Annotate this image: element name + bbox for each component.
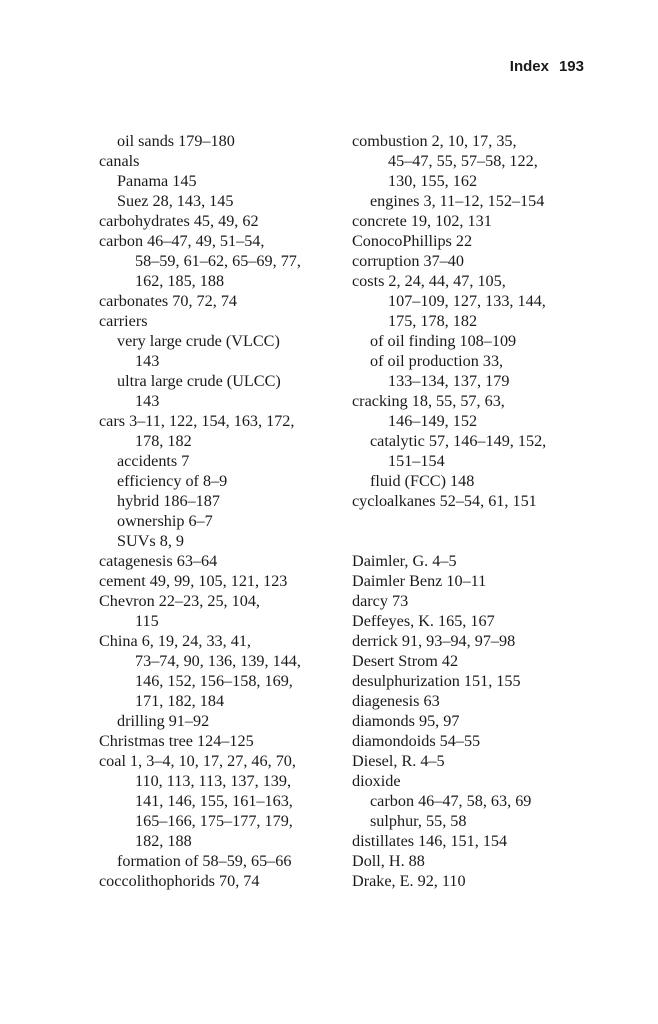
index-subentry: 175, 178, 182 [388,312,478,330]
index-entry: diamonds 95, 97 [352,712,460,730]
index-column-left [99,131,339,891]
index-subentry: 133–134, 137, 179 [388,372,510,390]
index-subentry: 182, 188 [135,832,192,850]
index-entry: Daimler, G. 4–5 [352,552,457,570]
index-entry: concrete 19, 102, 131 [352,212,492,230]
index-subentry: 165–166, 175–177, 179, [135,812,293,830]
index-subentry: 141, 146, 155, 161–163, [135,792,293,810]
index-entry: coccolithophorids 70, 74 [99,872,260,890]
index-entry: cars 3–11, 122, 154, 163, 172, [99,412,295,430]
index-subentry: 178, 182 [135,432,192,450]
index-entry: costs 2, 24, 44, 47, 105, [352,272,506,290]
index-subentry: 130, 155, 162 [388,172,478,190]
index-subentry: 73–74, 90, 136, 139, 144, [135,652,301,670]
index-subentry: engines 3, 11–12, 152–154 [370,192,545,210]
index-subentry: carbon 46–47, 58, 63, 69 [370,792,532,810]
index-entry: carbonates 70, 72, 74 [99,292,238,310]
index-entry: dioxide [352,772,401,790]
index-entry: Christmas tree 124–125 [99,732,254,750]
index-entry: Doll, H. 88 [352,852,425,870]
index-subentry: drilling 91–92 [117,712,210,730]
index-subentry: 143 [135,352,160,370]
index-entry: combustion 2, 10, 17, 35, [352,132,517,150]
header-title: Index [509,58,549,75]
index-subentry: formation of 58–59, 65–66 [117,852,292,870]
index-entry: carriers [99,312,148,330]
index-entry: diamondoids 54–55 [352,732,481,750]
index-subentry: 143 [135,392,160,410]
index-entry: Chevron 22–23, 25, 104, [99,592,260,610]
index-subentry: catalytic 57, 146–149, 152, [370,432,547,450]
index-entry: darcy 73 [352,592,409,610]
index-subentry: of oil production 33, [370,352,504,370]
index-subentry: 115 [135,612,159,630]
index-subentry: 146, 152, 156–158, 169, [135,672,293,690]
index-subentry: Panama 145 [117,172,197,190]
index-subentry: of oil finding 108–109 [370,332,517,350]
index-subentry: sulphur, 55, 58 [370,812,467,830]
index-entry: carbon 46–47, 49, 51–54, [99,232,265,250]
index-subentry: accidents 7 [117,452,190,470]
section-gap [352,511,592,551]
index-entry: diagenesis 63 [352,692,440,710]
index-entry: ConocoPhillips 22 [352,232,473,250]
index-subentry: 110, 113, 113, 137, 139, [135,772,292,790]
index-subentry: ownership 6–7 [117,512,213,530]
index-subentry: ultra large crude (ULCC) [117,372,281,390]
index-subentry: fluid (FCC) 148 [370,472,475,490]
index-subentry: oil sands 179–180 [117,132,235,150]
index-entry: Drake, E. 92, 110 [352,872,466,890]
index-entry: China 6, 19, 24, 33, 41, [99,632,251,650]
index-entry: coal 1, 3–4, 10, 17, 27, 46, 70, [99,752,296,770]
index-entry: catagenesis 63–64 [99,552,218,570]
index-entry: Desert Strom 42 [352,652,459,670]
index-subentry: 107–109, 127, 133, 144, [388,292,546,310]
index-subentry: 58–59, 61–62, 65–69, 77, [135,252,301,270]
index-subentry: 146–149, 152 [388,412,478,430]
index-entry: distillates 146, 151, 154 [352,832,508,850]
index-column-right [352,131,592,891]
index-subentry: 162, 185, 188 [135,272,225,290]
index-entry: cracking 18, 55, 57, 63, [352,392,505,410]
index-subentry: hybrid 186–187 [117,492,220,510]
index-subentry: 45–47, 55, 57–58, 122, [388,152,538,170]
index-subentry: 151–154 [388,452,445,470]
index-entry: Diesel, R. 4–5 [352,752,445,770]
index-entry: cycloalkanes 52–54, 61, 151 [352,492,537,510]
index-entry: corruption 37–40 [352,252,464,270]
index-entry: desulphurization 151, 155 [352,672,521,690]
index-entry: canals [99,152,140,170]
index-entry: derrick 91, 93–94, 97–98 [352,632,516,650]
index-entry: Daimler Benz 10–11 [352,572,487,590]
index-entry: cement 49, 99, 105, 121, 123 [99,572,288,590]
page-number: 193 [558,58,584,75]
index-entry: carbohydrates 45, 49, 62 [99,212,259,230]
index-subentry: efficiency of 8–9 [117,472,228,490]
index-subentry: 171, 182, 184 [135,692,225,710]
running-header [510,58,584,75]
index-subentry: SUVs 8, 9 [117,532,185,550]
index-subentry: Suez 28, 143, 145 [117,192,234,210]
index-entry: Deffeyes, K. 165, 167 [352,612,495,630]
index-subentry: very large crude (VLCC) [117,332,280,350]
